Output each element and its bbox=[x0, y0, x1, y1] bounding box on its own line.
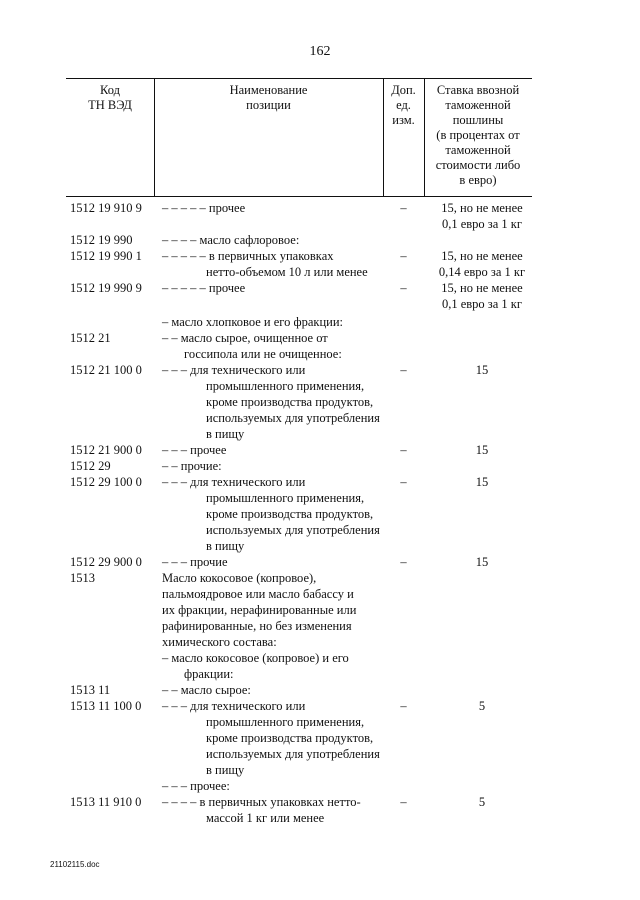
header-bottom-rule bbox=[66, 196, 532, 197]
description-line: пальмоядровое или масло бабассу и bbox=[162, 587, 354, 601]
rate-line: 15 bbox=[475, 475, 489, 489]
row-description bbox=[162, 698, 390, 778]
row-code: 1512 19 910 9 bbox=[70, 201, 142, 215]
description-line: – – – – – в первичных упаковках bbox=[162, 249, 334, 263]
row-code: 1513 bbox=[70, 571, 95, 585]
row-unit: – bbox=[400, 249, 407, 263]
description-line: госсипола или не очищенное: bbox=[184, 347, 342, 361]
description-line: химического состава: bbox=[162, 635, 277, 649]
description-line: нетто-объемом 10 л или менее bbox=[206, 265, 368, 279]
rate-line: 0,14 евро за 1 кг bbox=[438, 265, 526, 279]
row-code: 1513 11 910 0 bbox=[70, 795, 142, 809]
rate-line: 15, но не менее bbox=[441, 201, 523, 215]
description-line: – – прочие: bbox=[162, 459, 222, 473]
rate-line: 0,1 евро за 1 кг bbox=[441, 217, 522, 231]
row-code: 1512 19 990 bbox=[70, 233, 133, 247]
description-line: – – – – – прочее bbox=[162, 201, 246, 215]
row-description bbox=[162, 570, 390, 650]
row-rate bbox=[424, 794, 540, 810]
row-unit: – bbox=[400, 201, 407, 215]
row-description bbox=[162, 682, 390, 698]
row-code: 1512 21 900 0 bbox=[70, 443, 142, 457]
row-description bbox=[162, 474, 390, 554]
row-description bbox=[162, 232, 390, 248]
description-line: кроме производства продуктов, bbox=[206, 507, 374, 521]
row-description bbox=[162, 314, 390, 330]
row-description bbox=[162, 330, 390, 362]
description-line: в пищу bbox=[206, 427, 245, 441]
description-line: – – – прочие bbox=[162, 555, 228, 569]
description-line: промышленного применения, bbox=[206, 379, 365, 393]
header-name: Наименование позиции bbox=[229, 83, 308, 112]
rate-line: 5 bbox=[478, 795, 486, 809]
row-rate bbox=[424, 474, 540, 490]
row-code: 1512 21 bbox=[70, 331, 111, 345]
rate-line: 15, но не менее bbox=[441, 249, 523, 263]
description-line: – – – – масло сафлоровое: bbox=[162, 233, 300, 247]
description-line: рафинированные, но без изменения bbox=[162, 619, 352, 633]
row-code: 1512 21 100 0 bbox=[70, 363, 142, 377]
description-line: – масло кокосовое (копровое) и его bbox=[162, 651, 349, 665]
row-code: 1512 29 100 0 bbox=[70, 475, 142, 489]
description-line: промышленного применения, bbox=[206, 491, 365, 505]
row-description bbox=[162, 200, 390, 216]
page-number: 162 bbox=[309, 44, 331, 59]
rate-line: 15 bbox=[475, 555, 489, 569]
description-line: Масло кокосовое (копровое), bbox=[162, 571, 317, 585]
row-code: 1512 19 990 9 bbox=[70, 281, 142, 295]
row-rate bbox=[424, 442, 540, 458]
row-unit: – bbox=[400, 363, 407, 377]
description-line: массой 1 кг или менее bbox=[206, 811, 325, 825]
row-unit: – bbox=[400, 281, 407, 295]
description-line: используемых для употребления bbox=[206, 523, 380, 537]
row-unit: – bbox=[400, 699, 407, 713]
description-line: – – – прочее bbox=[162, 443, 227, 457]
description-line: в пищу bbox=[206, 763, 245, 777]
row-rate bbox=[424, 698, 540, 714]
description-line: – – – – в первичных упаковках нетто- bbox=[162, 795, 361, 809]
row-description bbox=[162, 280, 390, 296]
row-code: 1513 11 100 0 bbox=[70, 699, 142, 713]
row-description bbox=[162, 248, 390, 280]
row-description bbox=[162, 362, 390, 442]
description-line: – – масло сырое: bbox=[162, 683, 251, 697]
row-unit: – bbox=[400, 795, 407, 809]
row-code: 1512 19 990 1 bbox=[70, 249, 142, 263]
row-rate bbox=[424, 280, 540, 312]
description-line: – – – прочее: bbox=[162, 779, 230, 793]
description-line: – – – – – прочее bbox=[162, 281, 246, 295]
row-unit: – bbox=[400, 555, 407, 569]
row-description bbox=[162, 794, 390, 826]
rate-line: 5 bbox=[478, 699, 486, 713]
row-code: 1513 11 bbox=[70, 683, 111, 697]
row-description bbox=[162, 458, 390, 474]
row-description bbox=[162, 554, 390, 570]
description-line: кроме производства продуктов, bbox=[206, 395, 374, 409]
description-line: их фракции, нерафинированные или bbox=[162, 603, 357, 617]
row-unit: – bbox=[400, 443, 407, 457]
description-line: фракции: bbox=[184, 667, 234, 681]
header-unit: Доп. ед. изм. bbox=[391, 83, 416, 127]
row-unit: – bbox=[400, 475, 407, 489]
description-line: – – – для технического или bbox=[162, 363, 306, 377]
row-rate bbox=[424, 362, 540, 378]
table-top-rule bbox=[66, 78, 532, 79]
row-rate bbox=[424, 554, 540, 570]
description-line: – – – для технического или bbox=[162, 699, 306, 713]
row-code: 1512 29 900 0 bbox=[70, 555, 142, 569]
rate-line: 15 bbox=[475, 443, 489, 457]
description-line: – – – для технического или bbox=[162, 475, 306, 489]
description-line: в пищу bbox=[206, 539, 245, 553]
row-rate bbox=[424, 248, 540, 280]
row-rate bbox=[424, 200, 540, 232]
row-description bbox=[162, 778, 390, 794]
footer-filename: 21102115.doc bbox=[50, 860, 100, 869]
rate-line: 0,1 евро за 1 кг bbox=[441, 297, 522, 311]
row-description bbox=[162, 442, 390, 458]
rate-line: 15 bbox=[475, 363, 489, 377]
description-line: кроме производства продуктов, bbox=[206, 731, 374, 745]
description-line: промышленного применения, bbox=[206, 715, 365, 729]
description-line: – – масло сырое, очищенное от bbox=[162, 331, 328, 345]
description-line: используемых для употребления bbox=[206, 411, 380, 425]
description-line: – масло хлопковое и его фракции: bbox=[162, 315, 343, 329]
header-rate: Ставка ввозной таможенной пошлины (в процентах от таможенной стоимости либо в евро) bbox=[435, 83, 521, 187]
header-code: Код ТН ВЭД bbox=[88, 83, 132, 112]
description-line: используемых для употребления bbox=[206, 747, 380, 761]
row-description bbox=[162, 650, 390, 682]
row-code: 1512 29 bbox=[70, 459, 111, 473]
rate-line: 15, но не менее bbox=[441, 281, 523, 295]
